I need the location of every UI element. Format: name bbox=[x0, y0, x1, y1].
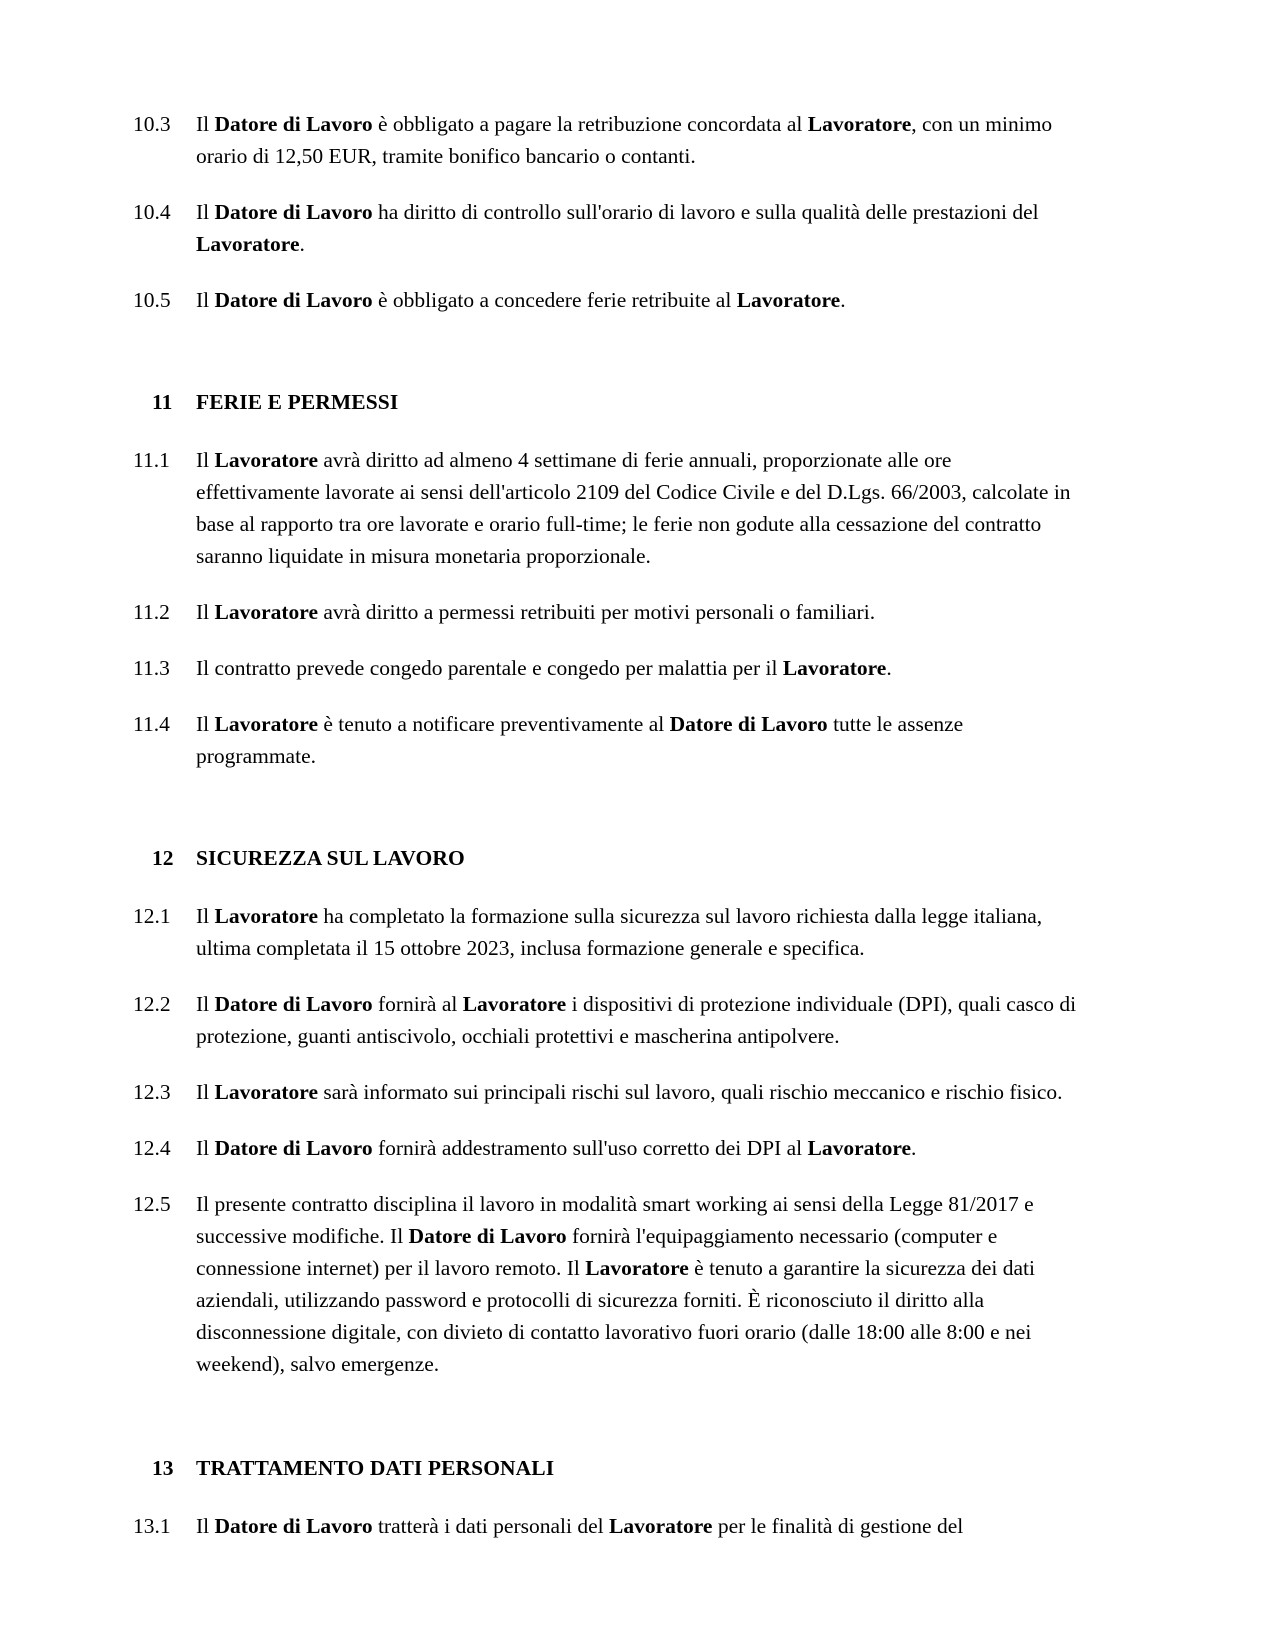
clause-12-5 bbox=[133, 1188, 1080, 1380]
clause-text-run: per le finalità di gestione del bbox=[712, 1514, 964, 1538]
clause-number: 12.1 bbox=[133, 904, 171, 928]
defined-term: Datore di Lavoro bbox=[408, 1224, 567, 1248]
clause-text-run: Il contratto prevede congedo parentale e congedo per malattia per il bbox=[196, 656, 783, 680]
clause-text-run: Il bbox=[196, 712, 215, 736]
defined-term: Datore di Lavoro bbox=[214, 112, 373, 136]
clause-text-run: avrà diritto a permessi retribuiti per motivi personali o familiari. bbox=[318, 600, 876, 624]
clause-number: 12.4 bbox=[133, 1136, 171, 1160]
clause-text bbox=[196, 284, 1080, 316]
clause-text-run: Il bbox=[196, 1080, 215, 1104]
clause-text bbox=[196, 900, 1080, 964]
clause-text-run: Il bbox=[196, 200, 215, 224]
clause-text-run: è obbligato a pagare la retribuzione concordata al bbox=[372, 112, 808, 136]
clause-number: 12.3 bbox=[133, 1080, 171, 1104]
clause-12-4 bbox=[133, 1132, 1080, 1164]
defined-term: Lavoratore bbox=[462, 992, 567, 1016]
clause-text-run: i dispositivi di protezione individuale (DPI), quali casco di protezione, guanti antiscivolo, occhiali protettivi e mascherina antipolvere. bbox=[196, 992, 1077, 1048]
section-number: 12 bbox=[152, 846, 174, 870]
spacer-before-section-11 bbox=[133, 340, 1080, 386]
clause-text-run: fornirà l'equipaggiamento necessario (computer e connessione internet) per il lavoro remoto. Il bbox=[196, 1224, 998, 1280]
clause-12-1 bbox=[133, 900, 1080, 964]
clause-text-run: è tenuto a garantire la sicurezza dei dati aziendali, utilizzando password e protocolli di sicurezza forniti. È riconosciuto il diritto alla disconnessione digitale, con divieto di contatto lavorativo fuori orario (dalle 18:00 alle 8:00 e nei weekend), salvo emergenze. bbox=[196, 1256, 1035, 1376]
section-title: TRATTAMENTO DATI PERSONALI bbox=[196, 1456, 555, 1480]
clause-number: 11.2 bbox=[133, 600, 170, 624]
clause-text-run: è obbligato a concedere ferie retribuite al bbox=[372, 288, 737, 312]
clause-text-run: fornirà al bbox=[372, 992, 463, 1016]
clause-text-run: sarà informato sui principali rischi sul lavoro, quali rischio meccanico e rischio fisico. bbox=[318, 1080, 1063, 1104]
defined-term: Datore di Lavoro bbox=[214, 200, 373, 224]
clause-text-run: Il presente contratto disciplina il lavoro in modalità smart working ai sensi della Legge 81/2017 e successive modifiche. Il bbox=[196, 1192, 1034, 1248]
defined-term: Datore di Lavoro bbox=[214, 992, 373, 1016]
defined-term: Datore di Lavoro bbox=[669, 712, 828, 736]
section-title: SICUREZZA SUL LAVORO bbox=[196, 846, 465, 870]
defined-term: Datore di Lavoro bbox=[214, 288, 373, 312]
clause-text-run: . bbox=[911, 1136, 917, 1160]
clause-10-3 bbox=[133, 108, 1080, 172]
clause-text-run: . bbox=[299, 232, 305, 256]
clause-number: 10.5 bbox=[133, 288, 171, 312]
clause-text-run: Il bbox=[196, 992, 215, 1016]
clause-text bbox=[196, 1510, 1080, 1542]
clause-text-run: tutte le assenze programmate. bbox=[196, 712, 964, 768]
defined-term: Lavoratore bbox=[585, 1256, 689, 1280]
clause-text-run: Il bbox=[196, 1136, 215, 1160]
clause-text-run: tratterà i dati personali del bbox=[372, 1514, 609, 1538]
clause-text-run: Il bbox=[196, 1514, 215, 1538]
defined-term: Lavoratore bbox=[214, 448, 319, 472]
section-heading-11 bbox=[133, 386, 1080, 418]
clause-11-1 bbox=[133, 444, 1080, 572]
defined-term: Lavoratore bbox=[214, 1080, 319, 1104]
clause-text-run: Il bbox=[196, 904, 215, 928]
clause-text-run: . bbox=[886, 656, 892, 680]
clause-text-run: Il bbox=[196, 112, 215, 136]
clause-10-4 bbox=[133, 196, 1080, 260]
clause-text bbox=[196, 1076, 1080, 1108]
section-heading-12 bbox=[133, 842, 1080, 874]
section-number: 13 bbox=[152, 1456, 174, 1480]
defined-term: Datore di Lavoro bbox=[214, 1136, 373, 1160]
spacer-before-section-12 bbox=[133, 796, 1080, 842]
clause-text-run: avrà diritto ad almeno 4 settimane di ferie annuali, proporzionate alle ore effettivamente lavorate ai sensi dell'articolo 2109 del Codice Civile e del D.Lgs. 66/2003, calcolate in base al rapporto tra ore lavorate e orario full-time; le ferie non godute alla cessazione del contratto saranno liquidate in misura monetaria proporzionale. bbox=[196, 448, 1071, 568]
clause-11-2 bbox=[133, 596, 1080, 628]
section-heading-13 bbox=[133, 1452, 1080, 1484]
clause-13-1 bbox=[133, 1510, 1080, 1542]
defined-term: Lavoratore bbox=[608, 1514, 713, 1538]
clause-text bbox=[196, 596, 1080, 628]
document-body bbox=[133, 108, 1080, 1542]
clause-10-5 bbox=[133, 284, 1080, 316]
section-number: 11 bbox=[152, 390, 173, 414]
defined-term: Lavoratore bbox=[807, 112, 912, 136]
defined-term: Datore di Lavoro bbox=[214, 1514, 373, 1538]
clause-number: 11.1 bbox=[133, 448, 170, 472]
defined-term: Lavoratore bbox=[782, 656, 887, 680]
clause-text-run: ha diritto di controllo sull'orario di lavoro e sulla qualità delle prestazioni del bbox=[372, 200, 1039, 224]
defined-term: Lavoratore bbox=[196, 232, 300, 256]
clause-number: 11.3 bbox=[133, 656, 170, 680]
clause-text bbox=[196, 444, 1080, 572]
clause-number: 13.1 bbox=[133, 1514, 171, 1538]
defined-term: Lavoratore bbox=[214, 712, 319, 736]
clause-text-run: ha completato la formazione sulla sicurezza sul lavoro richiesta dalla legge italiana, ultima completata il 15 ottobre 2023, inclusa formazione generale e specifica. bbox=[196, 904, 1043, 960]
clause-text-run: Il bbox=[196, 448, 215, 472]
clause-text-run: Il bbox=[196, 600, 215, 624]
defined-term: Lavoratore bbox=[214, 904, 319, 928]
section-title: FERIE E PERMESSI bbox=[196, 390, 399, 414]
clause-text-run: , con un minimo orario di 12,50 EUR, tramite bonifico bancario o contanti. bbox=[196, 112, 1053, 168]
clause-number: 10.3 bbox=[133, 112, 171, 136]
clause-12-3 bbox=[133, 1076, 1080, 1108]
clause-text-run: è tenuto a notificare preventivamente al bbox=[318, 712, 670, 736]
defined-term: Lavoratore bbox=[214, 600, 319, 624]
clause-text-run: fornirà addestramento sull'uso corretto dei DPI al bbox=[372, 1136, 808, 1160]
clause-text bbox=[196, 196, 1080, 260]
clause-text bbox=[196, 652, 1080, 684]
spacer-before-section-13 bbox=[133, 1404, 1080, 1452]
clause-number: 12.2 bbox=[133, 992, 171, 1016]
clause-text-run: . bbox=[840, 288, 846, 312]
clause-text bbox=[196, 988, 1080, 1052]
clause-number: 12.5 bbox=[133, 1192, 171, 1216]
clause-text bbox=[196, 108, 1080, 172]
clause-number: 10.4 bbox=[133, 200, 171, 224]
clause-11-3 bbox=[133, 652, 1080, 684]
clause-text bbox=[196, 708, 1080, 772]
clause-text bbox=[196, 1132, 1080, 1164]
defined-term: Lavoratore bbox=[736, 288, 841, 312]
clause-11-4 bbox=[133, 708, 1080, 772]
clause-12-2 bbox=[133, 988, 1080, 1052]
clause-number: 11.4 bbox=[133, 712, 170, 736]
defined-term: Lavoratore bbox=[807, 1136, 912, 1160]
clause-text-run: Il bbox=[196, 288, 215, 312]
clause-text bbox=[196, 1188, 1080, 1380]
